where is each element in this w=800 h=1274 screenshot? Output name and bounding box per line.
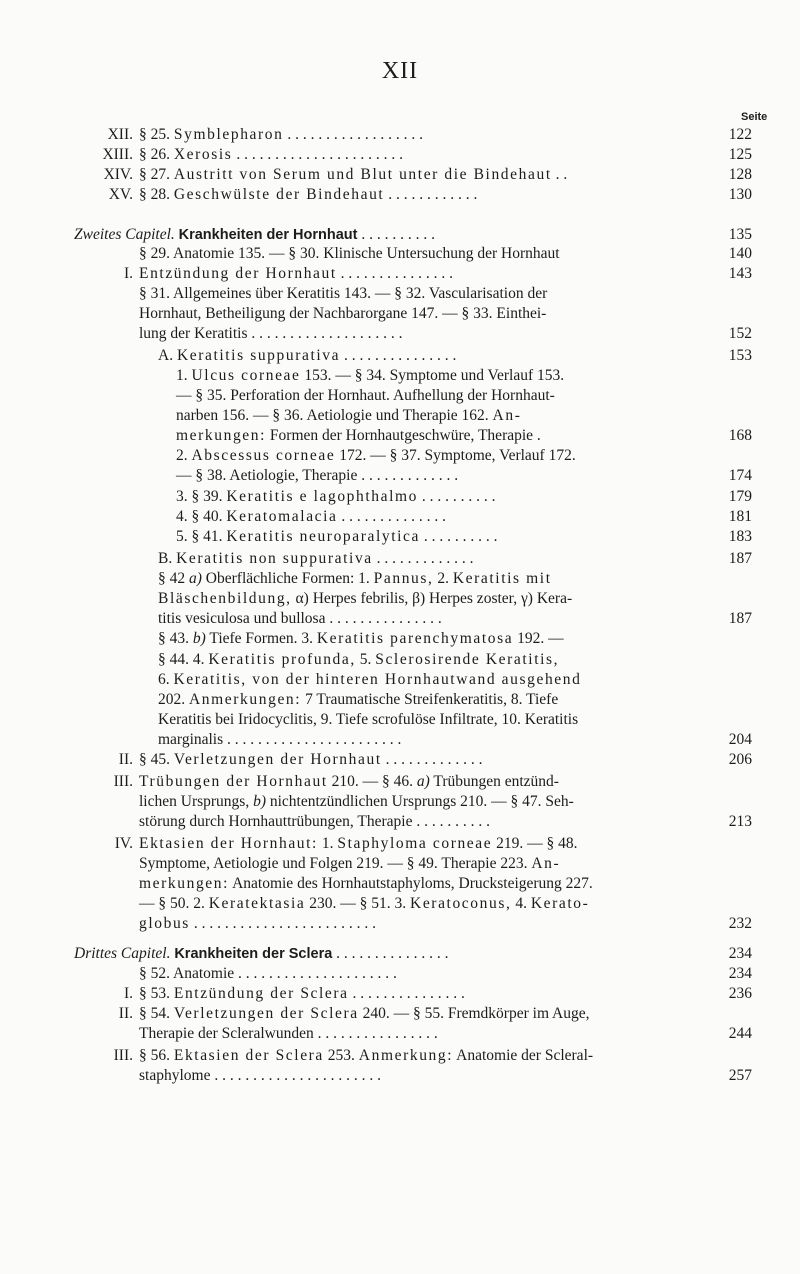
toc-entry xyxy=(0,125,800,145)
toc-entry-title: Symptome, Aetiologie und Folgen 219. — § 49. Therapie 223. An- xyxy=(139,855,561,872)
toc-entry xyxy=(0,834,800,854)
page-number: XII xyxy=(381,58,419,84)
toc-entry-page: 187 xyxy=(728,550,752,567)
toc-entry xyxy=(0,346,800,366)
toc-entry xyxy=(0,710,800,730)
toc-entry-title: § 31. Allgemeines über Keratitis 143. — § 32. Vascularisation der xyxy=(139,285,548,302)
toc-entry xyxy=(0,426,800,446)
leader-dots: . . . . . . . . . . . . . . . . . . . . . . xyxy=(232,146,403,163)
toc-entry-title: § 44. 4. Keratitis profunda, 5. Sclerosirende Keratitis, xyxy=(158,651,560,668)
leader-dots: . . xyxy=(551,166,568,183)
toc-entry xyxy=(0,264,800,284)
toc-entry xyxy=(0,527,800,547)
toc-entry-page: 168 xyxy=(728,427,752,444)
toc-entry-page: 234 xyxy=(728,945,752,962)
toc-entry xyxy=(0,165,800,185)
toc-entry xyxy=(0,185,800,205)
toc-entry xyxy=(0,589,800,609)
toc-entry xyxy=(0,487,800,507)
toc-entry-page: 183 xyxy=(728,528,752,545)
toc-entry xyxy=(0,914,800,934)
toc-entry-number: II. xyxy=(118,751,133,768)
toc-entry xyxy=(0,730,800,750)
toc-entry xyxy=(0,225,800,245)
leader-dots: . . . . . . . . . . . . . . . . . . . . . . . xyxy=(223,731,402,748)
toc-entry-title: 5. § 41. Keratitis neuroparalytica . . . . . . . . . . xyxy=(176,528,498,545)
toc-entry-title: — § 50. 2. Keratektasia 230. — § 51. 3. Keratoconus, 4. Kerato- xyxy=(139,895,590,912)
toc-entry xyxy=(0,304,800,324)
toc-entry-page: 244 xyxy=(728,1025,752,1042)
leader-dots: . . . . . . . . . . . . . . . . . . xyxy=(283,126,423,143)
toc-entry-title: staphylome . . . . . . . . . . . . . . . . . . . . . . xyxy=(139,1067,381,1084)
toc-entry-page: 234 xyxy=(728,965,752,982)
leader-dots: . . . . . . . . . . . . . . . . . . . . . . xyxy=(210,1067,381,1084)
toc-entry-title: § 25. Symblepharon . . . . . . . . . . . . . . . . . . xyxy=(139,126,423,143)
toc-entry xyxy=(0,690,800,710)
toc-entry-number: I. xyxy=(123,265,133,282)
toc-entry-page: 153 xyxy=(728,347,752,364)
toc-entry xyxy=(0,145,800,165)
toc-entry xyxy=(0,446,800,466)
toc-entry-page: 187 xyxy=(728,610,752,627)
toc-entry xyxy=(0,507,800,527)
toc-entry-page: 204 xyxy=(728,731,752,748)
toc-entry-title: Drittes Capitel. Krankheiten der Sclera . . . . . . . . . . . . . . . xyxy=(74,945,449,962)
leader-dots: . . . . . . . . . . . . . . . . . . . . . . . . xyxy=(189,915,376,932)
toc-entry-page: 179 xyxy=(728,488,752,505)
toc-entry-title: Bläschenbildung, α) Herpes febrilis, β) Herpes zoster, γ) Kera- xyxy=(158,590,573,607)
toc-entry-title: merkungen: Anatomie des Hornhautstaphyloms, Drucksteigerung 227. xyxy=(139,875,593,892)
toc-entry xyxy=(0,1024,800,1044)
leader-dots: . . . . . . . . . . xyxy=(420,528,498,545)
toc-entry-title: § 29. Anatomie 135. — § 30. Klinische Untersuchung der Hornhaut xyxy=(139,245,560,262)
toc-entry-title: 6. Keratitis, von der hinteren Hornhautwand ausgehend xyxy=(158,671,582,688)
toc-entry-title: Hornhaut, Betheiligung der Nachbarorgane 147. — § 33. Einthei- xyxy=(139,305,547,322)
toc-entry-title: lichen Ursprungs, b) nichtentzündlichen Ursprungs 210. — § 47. Seh- xyxy=(139,793,574,810)
toc-entry-page: 122 xyxy=(728,126,752,143)
toc-entry-title: — § 38. Aetiologie, Therapie . . . . . . . . . . . . . xyxy=(176,467,459,484)
toc-entry-title: — § 35. Perforation der Hornhaut. Aufhellung der Hornhaut- xyxy=(176,387,555,404)
toc-entry xyxy=(0,894,800,914)
toc-entry xyxy=(0,984,800,1004)
toc-entry-title: 1. Ulcus corneae 153. — § 34. Symptome und Verlauf 153. xyxy=(176,367,565,384)
leader-dots: . . . . . . . . . . . . . . . xyxy=(332,945,449,962)
toc-entry xyxy=(0,609,800,629)
toc-entry xyxy=(0,549,800,569)
toc-entry-number: III. xyxy=(113,773,133,790)
toc-entry-page: 140 xyxy=(728,245,752,262)
toc-entry xyxy=(0,366,800,386)
toc-entry xyxy=(0,1004,800,1024)
toc-entry xyxy=(0,569,800,589)
toc-entry-title: § 54. Verletzungen der Sclera 240. — § 55. Fremdkörper im Auge, xyxy=(139,1005,590,1022)
toc-entry-title: störung durch Hornhauttrübungen, Therapie . . . . . . . . . . xyxy=(139,813,490,830)
leader-dots: . . . . . . . . . . xyxy=(357,226,435,243)
leader-dots: . . . . . . . . . . . . . . . xyxy=(348,985,465,1002)
toc-entry-title: Zweites Capitel. Krankheiten der Hornhaut . . . . . . . . . . xyxy=(74,226,435,243)
leader-dots: . . . . . . . . . . xyxy=(412,813,490,830)
toc-entry xyxy=(0,792,800,812)
leader-dots: . . . . . . . . . . . . . xyxy=(381,751,483,768)
leader-dots: . . . . . . . . . . . . . . . . . . . . . xyxy=(234,965,397,982)
toc-entry xyxy=(0,750,800,770)
toc-entry-page: 143 xyxy=(728,265,752,282)
toc-entry-page: 174 xyxy=(728,467,752,484)
toc-entry-title: § 52. Anatomie . . . . . . . . . . . . . . . . . . . . . xyxy=(139,965,397,982)
toc-entry xyxy=(0,944,800,964)
leader-dots: . . . . . . . . . . . . . xyxy=(357,467,459,484)
toc-entry-number: XV. xyxy=(108,186,133,203)
leader-dots: . . . . . . . . . . . . . . . xyxy=(336,265,454,282)
toc-entry-title: merkungen: Formen der Hornhautgeschwüre, Therapie . xyxy=(176,427,541,444)
toc-entry-page: 128 xyxy=(728,166,752,183)
toc-entry xyxy=(0,670,800,690)
toc-entry xyxy=(0,964,800,984)
toc-entry-page: 125 xyxy=(728,146,752,163)
toc-entry xyxy=(0,772,800,792)
toc-entry xyxy=(0,324,800,344)
toc-entry xyxy=(0,629,800,649)
toc-entry-page: 152 xyxy=(728,325,752,342)
toc-entry xyxy=(0,466,800,486)
leader-dots: . . . . . . . . . . . . . . . xyxy=(325,610,442,627)
leader-dots: . . . . . . . . . . . . . . . . xyxy=(313,1025,438,1042)
toc-entry-number: IV. xyxy=(114,835,133,852)
toc-entry-title: lung der Keratitis . . . . . . . . . . . . . . . . . . . . xyxy=(139,325,403,342)
leader-dots: . . . . . . . . . . . . . . . . . . . . xyxy=(247,325,403,342)
toc-entry-title: Therapie der Scleralwunden . . . . . . . . . . . . . . . . xyxy=(139,1025,438,1042)
toc-entry-title: § 28. Geschwülste der Bindehaut . . . . . . . . . . . . xyxy=(139,186,478,203)
toc-entry-page: 135 xyxy=(728,226,752,243)
toc-entry-page: 206 xyxy=(728,751,752,768)
toc-entry xyxy=(0,386,800,406)
toc-entry-page: 213 xyxy=(728,813,752,830)
leader-dots: . . . . . . . . . . . . xyxy=(384,186,478,203)
toc-entry-number: II. xyxy=(118,1005,133,1022)
toc-entry-title: § 27. Austritt von Serum und Blut unter die Bindehaut . . xyxy=(139,166,568,183)
toc-entry-number: I. xyxy=(123,985,133,1002)
toc-entry-title: § 43. b) Tiefe Formen. 3. Keratitis parenchymatosa 192. — xyxy=(158,630,564,647)
toc-entry-title: § 26. Xerosis . . . . . . . . . . . . . . . . . . . . . . xyxy=(139,146,403,163)
toc-entry-title: globus . . . . . . . . . . . . . . . . . . . . . . . . xyxy=(139,915,376,932)
toc-entry xyxy=(0,1066,800,1086)
toc-entry-title: Keratitis bei Iridocyclitis, 9. Tiefe scrofulöse Infiltrate, 10. Keratitis xyxy=(158,711,579,728)
toc-entry xyxy=(0,854,800,874)
leader-dots: . . . . . . . . . . xyxy=(418,488,496,505)
toc-entry-title: 202. Anmerkungen: 7 Traumatische Streifenkeratitis, 8. Tiefe xyxy=(158,691,559,708)
toc-entry xyxy=(0,244,800,264)
toc-entry xyxy=(0,650,800,670)
leader-dots: . . . . . . . . . . . . . . . xyxy=(340,347,457,364)
toc-entry xyxy=(0,812,800,832)
toc-entry-number: XII. xyxy=(107,126,133,143)
toc-entry-title: § 56. Ektasien der Sclera 253. Anmerkung: Anatomie der Scleral- xyxy=(139,1047,594,1064)
toc-entry-page: 236 xyxy=(728,985,752,1002)
toc-entry xyxy=(0,874,800,894)
toc-entry-title: 3. § 39. Keratitis e lagophthalmo . . . . . . . . . . xyxy=(176,488,496,505)
toc-entry-number: XIV. xyxy=(103,166,133,183)
toc-entry-title: Entzündung der Hornhaut . . . . . . . . . . . . . . . xyxy=(139,265,454,282)
toc-entry-title: § 53. Entzündung der Sclera . . . . . . . . . . . . . . . xyxy=(139,985,465,1002)
toc-entry-title: § 45. Verletzungen der Hornhaut . . . . . . . . . . . . . xyxy=(139,751,483,768)
toc-entry-title: Ektasien der Hornhaut: 1. Staphyloma corneae 219. — § 48. xyxy=(139,835,578,852)
toc-entry xyxy=(0,406,800,426)
leader-dots: . . . . . . . . . . . . . . xyxy=(337,508,447,525)
toc-entry-page: 257 xyxy=(728,1067,752,1084)
seite-column-label: Seite xyxy=(741,111,768,123)
toc-entry xyxy=(0,1046,800,1066)
toc-entry-number: XIII. xyxy=(102,146,133,163)
toc-entry-page: 181 xyxy=(728,508,752,525)
toc-entry-title: B. Keratitis non suppurativa . . . . . . . . . . . . . xyxy=(158,550,474,567)
toc-entry-title: Trübungen der Hornhaut 210. — § 46. a) Trübungen entzünd- xyxy=(139,773,559,790)
toc-entry-title: 2. Abscessus corneae 172. — § 37. Symptome, Verlauf 172. xyxy=(176,447,576,464)
toc-entry-number: III. xyxy=(113,1047,133,1064)
leader-dots: . . . . . . . . . . . . . xyxy=(372,550,474,567)
leader-dots: . xyxy=(533,427,541,444)
toc-entry-title: 4. § 40. Keratomalacia . . . . . . . . . . . . . . xyxy=(176,508,447,525)
toc-entry-page: 130 xyxy=(728,186,752,203)
toc-entry-page: 232 xyxy=(728,915,752,932)
toc-entry-title: § 42 a) Oberflächliche Formen: 1. Pannus, 2. Keratitis mit xyxy=(158,570,552,587)
toc-entry-title: marginalis . . . . . . . . . . . . . . . . . . . . . . . xyxy=(158,731,402,748)
toc-entry-title: narben 156. — § 36. Aetiologie und Therapie 162. An- xyxy=(176,407,522,424)
toc-entry xyxy=(0,284,800,304)
toc-entry-title: A. Keratitis suppurativa . . . . . . . . . . . . . . . xyxy=(158,347,457,364)
toc-entry-title: titis vesiculosa und bullosa . . . . . . . . . . . . . . . xyxy=(158,610,442,627)
